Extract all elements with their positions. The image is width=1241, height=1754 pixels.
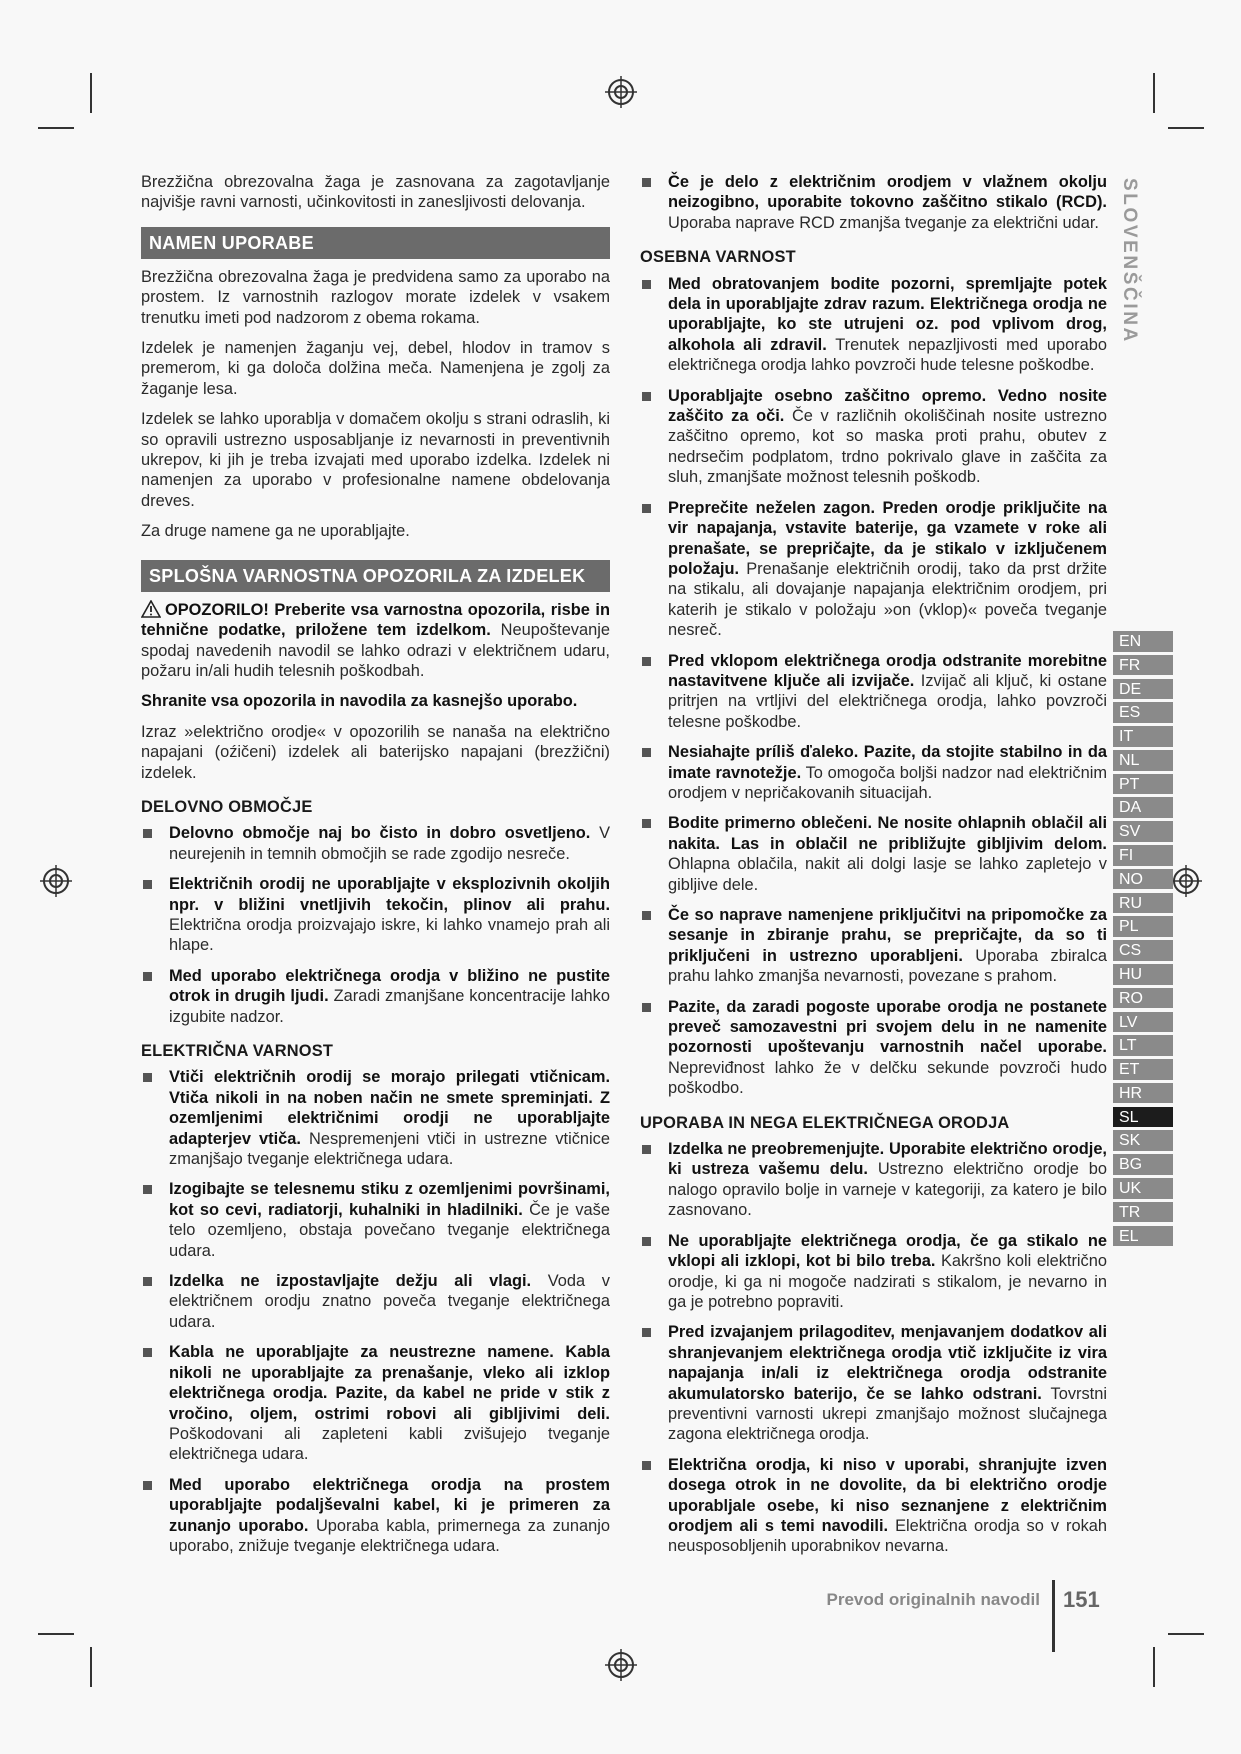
work-area-list bbox=[141, 823, 610, 1027]
list-item bbox=[141, 874, 610, 956]
item-text: Uporaba kabla, primernega za zunanjo uporabo, znižuje tveganje električnega udara. bbox=[169, 1516, 610, 1555]
registration-mark-icon bbox=[1169, 864, 1203, 898]
list-item bbox=[141, 1067, 610, 1169]
list-item bbox=[640, 905, 1107, 987]
right-column bbox=[640, 172, 1107, 1567]
section-heading-intended-use: NAMEN UPORABE bbox=[141, 227, 610, 259]
item-text: Uporaba zbiralca prahu lahko zmanjša nevarnosti, povezane s prahom. bbox=[668, 946, 1107, 986]
intro-paragraph: Brezžična obrezovalna žaga je zasnovana za zagotavljanje najvišje ravni varnosti, učinkovitosti in zanesljivosti delovanja. bbox=[141, 173, 610, 212]
rcd-list bbox=[640, 172, 1107, 233]
language-tab-sv[interactable]: SV bbox=[1113, 821, 1173, 842]
item-bold: Izogibajte se telesnemu stiku z ozemljenimi površinami, kot so cevi, radiatorji, kuhalniki in hladilniki. bbox=[169, 1180, 610, 1219]
language-tab-en[interactable]: EN bbox=[1113, 631, 1173, 652]
language-tab-es[interactable]: ES bbox=[1113, 702, 1173, 723]
list-item bbox=[640, 742, 1107, 803]
list-item bbox=[640, 651, 1107, 733]
language-tab-uk[interactable]: UK bbox=[1113, 1178, 1173, 1199]
registration-mark-icon bbox=[604, 1648, 638, 1682]
item-bold: Izdelka ne izpostavljajte dežju ali vlagi. bbox=[169, 1272, 532, 1291]
keep-instructions-text: Shranite vsa opozorila in navodila za kasnejšo uporabo. bbox=[141, 692, 578, 711]
item-bold: Če so naprave namenjene priključitvi na pripomočke za sesanje in zbiranje prahu, se prepričajte, da so ti priključeni in ustrezno uporabljeni. bbox=[668, 906, 1107, 965]
item-bold: Vtiči električnih orodij se morajo prilegati vtičnicam. Vtiča nikoli in na noben način ne smete spreminjati. Z ozemljenimi električnimi orodji ne uporabljajte adapterjev vtiča. bbox=[169, 1068, 610, 1148]
language-tab-et[interactable]: ET bbox=[1113, 1059, 1173, 1080]
item-text: Nepreviđnost lahko že v delčku sekunde povzroči hudo poškodbo. bbox=[668, 1058, 1107, 1098]
crop-mark bbox=[38, 1633, 74, 1635]
item-text: Nespremenjeni vtiči in ustrezne vtičnice zmanjšajo tveganje električnega udara. bbox=[169, 1129, 610, 1169]
list-item bbox=[640, 1322, 1107, 1444]
item-bold: Pred izvajanjem prilagoditev, menjavanjem dodatkov ali shranjevanjem električnega orodja vtič izključite iz vira napajanja in/ali iz električnega orodja odstranite akumulatorsko baterijo, če se lahko odstrani. bbox=[668, 1323, 1107, 1403]
paragraph: Izdelek se lahko uporablja v domačem okolju s strani odraslih, ki so opravili ustrezno usposabljanje iz nevarnosti in preventivnih ukrepov, ki jih je treba izvajati med uporabo izdelka. Izdelek ni namenjen za uporabo v profesionalne namene obdelovanja dreves. bbox=[141, 410, 610, 510]
term-paragraph: Izraz »električno orodje« v opozorilih se nanaša na električno napajani (oźičeni) izdelek ali baterijsko napajani (brezžični) izdelek. bbox=[141, 722, 610, 782]
paragraph: Za druge namene ga ne uporabljajte. bbox=[141, 522, 410, 541]
language-side-label bbox=[1118, 178, 1148, 344]
keep-instructions bbox=[141, 691, 610, 711]
left-column bbox=[141, 172, 610, 1566]
language-tab-sl[interactable]: SL bbox=[1113, 1107, 1173, 1128]
list-item bbox=[141, 1271, 610, 1332]
list-item bbox=[640, 1455, 1107, 1557]
item-text: Ohlapna oblačila, nakit ali dolgi lasje se lahko zapletejo v gibljive dele. bbox=[668, 855, 1107, 894]
item-bold: Delovno območje naj bo čisto in dobro osvetljeno. bbox=[169, 824, 591, 843]
paragraph: Brezžična obrezovalna žaga je predvidena samo za uporabo na prostem. Iz varnostnih razlogov morate izdelek v vsakem trenutku imeti pod nadzorom z obema rokama. bbox=[141, 267, 610, 327]
section-heading-general-safety: SPLOŠNA VARNOSTNA OPOZORILA ZA IZDELEK bbox=[141, 560, 610, 592]
item-text: V neurejenih in temnih območjih se rade zgodijo nesreče. bbox=[169, 824, 610, 863]
language-tab-tr[interactable]: TR bbox=[1113, 1202, 1173, 1223]
item-bold: Med uporabo električnega orodja na prostem uporabljajte podaljševalni kabel, ki je primeren za zunanjo uporabo. bbox=[169, 1475, 610, 1535]
warning-paragraph bbox=[141, 600, 610, 682]
language-tab-pl[interactable]: PL bbox=[1113, 916, 1173, 937]
language-tab-ro[interactable]: RO bbox=[1113, 988, 1173, 1009]
subheading-use-and-care: UPORABA IN NEGA ELEKTRIČNEGA ORODJA bbox=[640, 1113, 1010, 1132]
item-bold: Če je delo z električnim orodjem v vlažnem okolju neizogibno, uporabite tokovno zaščitno stikalo (RCD). bbox=[668, 173, 1107, 212]
crop-mark bbox=[90, 1647, 92, 1687]
item-bold: Električnih orodij ne uporabljajte v eksplozivnih okoljih npr. v bližini vnetljivih tekočin, plinov ali prahu. bbox=[169, 875, 610, 914]
item-bold: Med obratovanjem bodite pozorni, spremljajte potek dela in uporabljajte zdrav razum. Električnega orodja ne uporabljajte, ko ste utrujeni oz. pod vplivom drog, alkohola ali zdravil. bbox=[668, 274, 1107, 354]
warning-text: Neupoštevanje spodaj navedenih navodil se lahko odrazi v električnem udaru, požaru in/ali hudih telesnih poškodbah. bbox=[141, 621, 610, 680]
item-text: Ustrezno električno orodje bo nalogo opravilo bolje in varneje v kategoriji, za katero je bilo zasnovano. bbox=[668, 1160, 1107, 1220]
item-bold: Uporabljajte osebno zaščitno opremo. Vedno nosite zaščito za oči. bbox=[668, 386, 1107, 426]
crop-mark bbox=[1168, 127, 1204, 129]
warning-bold: OPOZORILO! Preberite vsa varnostna opozorila, risbe in tehnične podatke, priložene tem izdelkom. bbox=[141, 600, 610, 640]
item-text: Uporaba naprave RCD zmanjša tveganje za električni udar. bbox=[668, 213, 1099, 232]
item-bold: Pazite, da zaradi pogoste uporabe orodja ne postanete preveč samozavestni pri svojem delu in ne namenite pozornosti upoštevanju varnostnih načel uporabe. bbox=[668, 997, 1107, 1057]
list-item bbox=[640, 274, 1107, 376]
language-tab-hr[interactable]: HR bbox=[1113, 1083, 1173, 1104]
subheading-personal-safety: OSEBNA VARNOST bbox=[640, 248, 796, 267]
language-tab-hu[interactable]: HU bbox=[1113, 964, 1173, 985]
language-tab-pt[interactable]: PT bbox=[1113, 774, 1173, 795]
item-bold: Bodite primerno oblečeni. Ne nosite ohlapnih oblačil ali nakita. Las in oblačil ne približujte gibljivim delom. bbox=[668, 814, 1107, 853]
list-item bbox=[640, 1231, 1107, 1313]
item-text: Zaradi zmanjšane koncentracije lahko izgubite nadzor. bbox=[169, 987, 610, 1026]
item-text: Električna orodja so v rokah neusposobljenih uporabnikov nevarna. bbox=[668, 1516, 1107, 1556]
item-bold: Nesiahajte príliš ďaleko. Pazite, da stojite stabilno in da imate ravnotežje. bbox=[668, 743, 1107, 782]
footer-text: Prevod originalnih navodil bbox=[826, 1590, 1040, 1609]
item-bold: Kabla ne uporabljajte za neustrezne namene. Kabla nikoli ne uporabljajte za prenašanje, vleko ali izklop električnega orodja. Pazite, da kabel ne pride v stik z vročino, oljem, ostrimi robovi ali gibljivimi deli. bbox=[169, 1343, 610, 1423]
item-text: Električna orodja proizvajajo iskre, ki lahko vnamejo prah ali hlape. bbox=[169, 915, 610, 955]
language-tab-cs[interactable]: CS bbox=[1113, 940, 1173, 961]
crop-mark bbox=[1168, 1633, 1204, 1635]
item-text: Če v različnih okoliščinah nosite ustrezno zaščitno opremo, kot so maska proti prahu, obutev z nedrsečim podplatom, trdno pokrivalo glave in zaščita za sluh, zmanjšate možnost telesnih poškodb. bbox=[668, 407, 1107, 487]
list-item bbox=[141, 966, 610, 1027]
item-bold: Med uporabo električnega orodja v bližino ne pustite otrok in drugih ljudi. bbox=[169, 966, 610, 1006]
footer-divider bbox=[1052, 1580, 1055, 1652]
language-tab-el[interactable]: EL bbox=[1113, 1226, 1173, 1247]
crop-mark bbox=[38, 127, 74, 129]
list-item bbox=[141, 1342, 610, 1464]
item-text: Kakršno koli električno orodje, ki ga ni mogoče nadzirati s stikalom, je nevarno in ga je potrebno popraviti. bbox=[668, 1252, 1107, 1311]
subheading-electrical-safety: ELEKTRIČNA VARNOST bbox=[141, 1042, 334, 1060]
list-item bbox=[640, 997, 1107, 1099]
item-text: Tovrstni preventivni varnosti ukrepi zmanjšajo možnost slučajnega zagona električnega orodja. bbox=[668, 1384, 1107, 1444]
use-care-list bbox=[640, 1139, 1107, 1557]
item-text: Če je vaše telo ozemljeno, obstaja povečano tveganje električnega udara. bbox=[169, 1200, 610, 1260]
item-text: Izvijač ali ključ, ki ostane pritrjen na vrtljivi del električnega orodja, lahko povzroči telesne poškodbe. bbox=[668, 671, 1108, 731]
item-bold: Ne uporabljajte električnega orodja, če ga stikalo ne vklopi ali izklopi, kot bi bilo treba. bbox=[668, 1231, 1107, 1271]
language-tab-lt[interactable]: LT bbox=[1113, 1035, 1173, 1056]
personal-safety-list bbox=[640, 274, 1107, 1099]
crop-mark bbox=[1153, 73, 1155, 113]
list-item bbox=[640, 498, 1107, 641]
list-item bbox=[640, 172, 1107, 233]
language-tab-ru[interactable]: RU bbox=[1113, 893, 1173, 914]
subheading-work-area: DELOVNO OBMOČJE bbox=[141, 797, 313, 816]
page-number: 151 bbox=[1063, 1587, 1100, 1612]
list-item bbox=[141, 823, 610, 864]
language-tab-sk[interactable]: SK bbox=[1113, 1130, 1173, 1151]
list-item bbox=[141, 1475, 610, 1557]
item-text: Trenutek nepazljivosti med uporabo električnega orodja lahko povzroči hude telesne poškodbe. bbox=[668, 335, 1107, 375]
language-tab-da[interactable]: DA bbox=[1113, 797, 1173, 818]
list-item bbox=[640, 813, 1107, 895]
language-tab-fi[interactable]: FI bbox=[1113, 845, 1173, 866]
crop-mark bbox=[90, 73, 92, 113]
language-tab-no[interactable]: NO bbox=[1113, 869, 1173, 890]
language-tab-nl[interactable]: NL bbox=[1113, 750, 1173, 771]
item-bold: Električna orodja, ki niso v uporabi, shranjujte izven dosega otrok in ne dovolite, da bi električno orodje uporabljale osebe, ki niso seznanjene z električnim orodjem ali s temi navodili. bbox=[668, 1455, 1107, 1535]
paragraph: Izdelek je namenjen žaganju vej, debel, hlodov in tramov s premerom, ki ga določa dolžina meča. Namenjena je zgolj za žaganje lesa. bbox=[141, 339, 610, 398]
item-bold: Pred vklopom električnega orodja odstranite morebitne nastavitvene ključe ali izvijače. bbox=[668, 651, 1107, 690]
language-tabs bbox=[1113, 631, 1173, 1249]
language-side-label-text: SLOVENŠČINA bbox=[1119, 178, 1140, 344]
language-tab-fr[interactable]: FR bbox=[1113, 655, 1173, 676]
item-text: Voda v električnem orodju znatno poveča tveganje električnega udara. bbox=[169, 1272, 610, 1331]
crop-mark bbox=[1153, 1647, 1155, 1687]
list-item bbox=[141, 1179, 610, 1261]
item-text: Poškodovani ali zapleteni kabli zvišujejo tveganje električnega udara. bbox=[169, 1424, 610, 1464]
language-tab-lv[interactable]: LV bbox=[1113, 1012, 1173, 1033]
registration-mark-icon bbox=[39, 864, 73, 898]
item-bold: Izdelka ne preobremenjujte. Uporabite električno orodje, ki ustreza vašemu delu. bbox=[668, 1140, 1107, 1179]
language-tab-de[interactable]: DE bbox=[1113, 679, 1173, 700]
electrical-list bbox=[141, 1067, 610, 1556]
item-text: Prenašanje električnih orodij, tako da prst držite na stikalu, ali dovajanje napajanja električnim orodjem, pri katerih je stikalo v položaju »on (vklop)« poveča tveganje nesreč. bbox=[668, 559, 1108, 640]
warning-triangle-icon bbox=[141, 600, 161, 618]
language-tab-it[interactable]: IT bbox=[1113, 726, 1173, 747]
list-item bbox=[640, 1139, 1107, 1221]
registration-mark-icon bbox=[604, 75, 638, 109]
item-text: To omogoča boljši nadzor nad električnim orodjem v nepričakovanih situacijah. bbox=[668, 763, 1107, 802]
item-bold: Preprečite neželen zagon. Preden orodje priključite na vir napajanja, vstavite baterije, ga vzamete v roke ali prenašate, se prepričajte, da je stikalo v izključenem položaju. bbox=[668, 498, 1107, 578]
language-tab-bg[interactable]: BG bbox=[1113, 1154, 1173, 1175]
list-item bbox=[640, 386, 1107, 488]
